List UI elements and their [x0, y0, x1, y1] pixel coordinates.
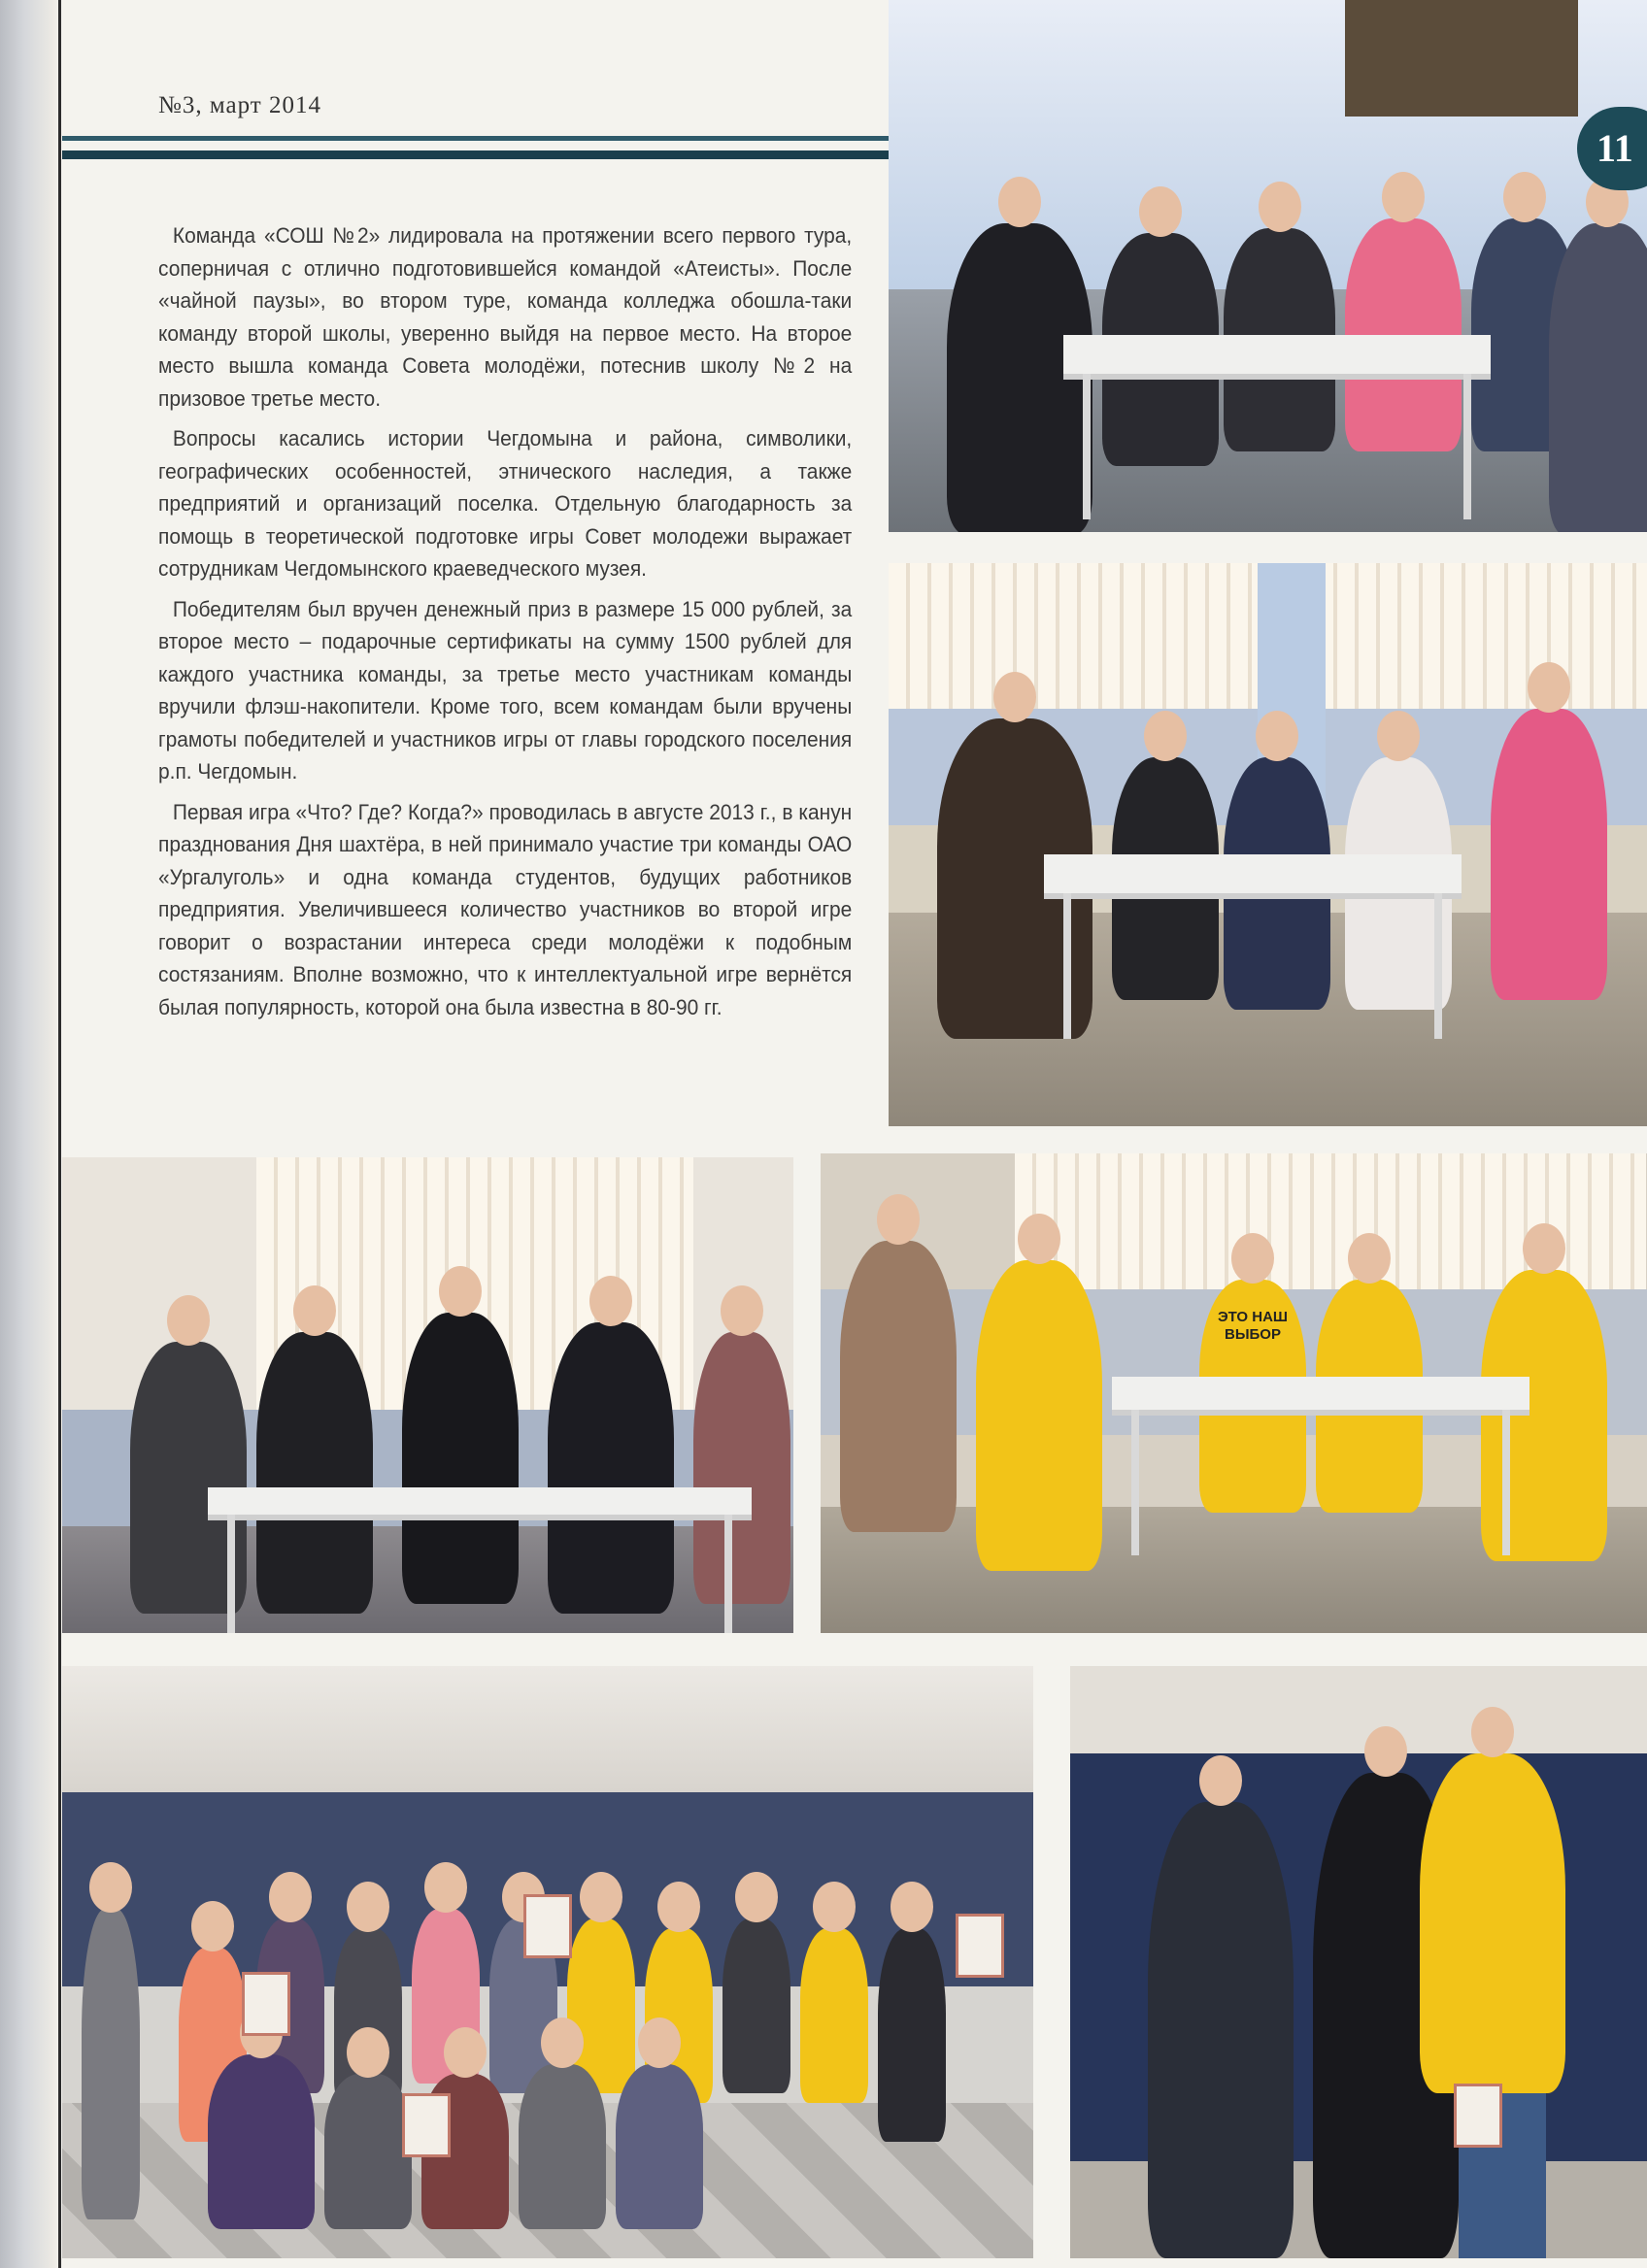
photo-group-all-participants [62, 1666, 1033, 2258]
paragraph: Вопросы касались истории Чегдомына и района, символики, географических особенностей, этнического наследия, а также предприятий и организаций поселка. Отдельную благодарность за помощь в теоретической подготовке игры Совет молодежи выражает сотрудникам Чегдомынского краеведческого музея. [158, 426, 853, 581]
photo-award-handshake [1070, 1666, 1647, 2258]
article-body [158, 219, 853, 1031]
photo-adult-team [889, 0, 1647, 532]
shirt-slogan: ЭТО НАШ ВЫБОР [1217, 1309, 1289, 1343]
paragraph: Победителям был вручен денежный приз в размере 15 000 рублей, за второе место – подарочные сертификаты на сумму 1500 рублей для каждого участника команды, за третье место участникам команды вручили флэш-накопители. Кроме того, всем командам были вручены грамоты победителей и участников игры от главы городского поселения р.п. Чегдомын. [158, 596, 853, 784]
page-number-badge: 11 [1577, 107, 1647, 190]
photo-yellow-shirt-team [821, 1153, 1647, 1633]
photo-youth-council-team [889, 563, 1647, 1126]
paragraph: Команда «СОШ №2» лидировала на протяжении всего первого тура, соперничая с отлично подготовившейся командой «Атеисты». После «чайной паузы», во втором туре, команда колледжа обошла-таки команду второй школы, уверенно выйдя на первое место. На второе место вышла команда Совета молодёжи, потеснив школу №2 на призовое третье место. [158, 223, 853, 411]
binding-edge [58, 0, 61, 2268]
issue-date: №3, март 2014 [158, 92, 321, 118]
photo-college-team [62, 1157, 793, 1633]
paragraph: Первая игра «Что? Где? Когда?» проводилась в августе 2013 г., в канун празднования Дня шахтёра, в ней принимало участие три команды ОАО «Ургалуголь» и одна команда студентов, будущих работников предприятия. Увеличившееся количество участников во второй игре говорит о возрастании интереса среди молодёжи к подобным состязаниям. Вполне возможно, что к интеллектуальной игре вернётся былая популярность, которой она была известна в 80-90 гг. [158, 799, 853, 1019]
scan-binding-shadow [0, 0, 62, 2268]
